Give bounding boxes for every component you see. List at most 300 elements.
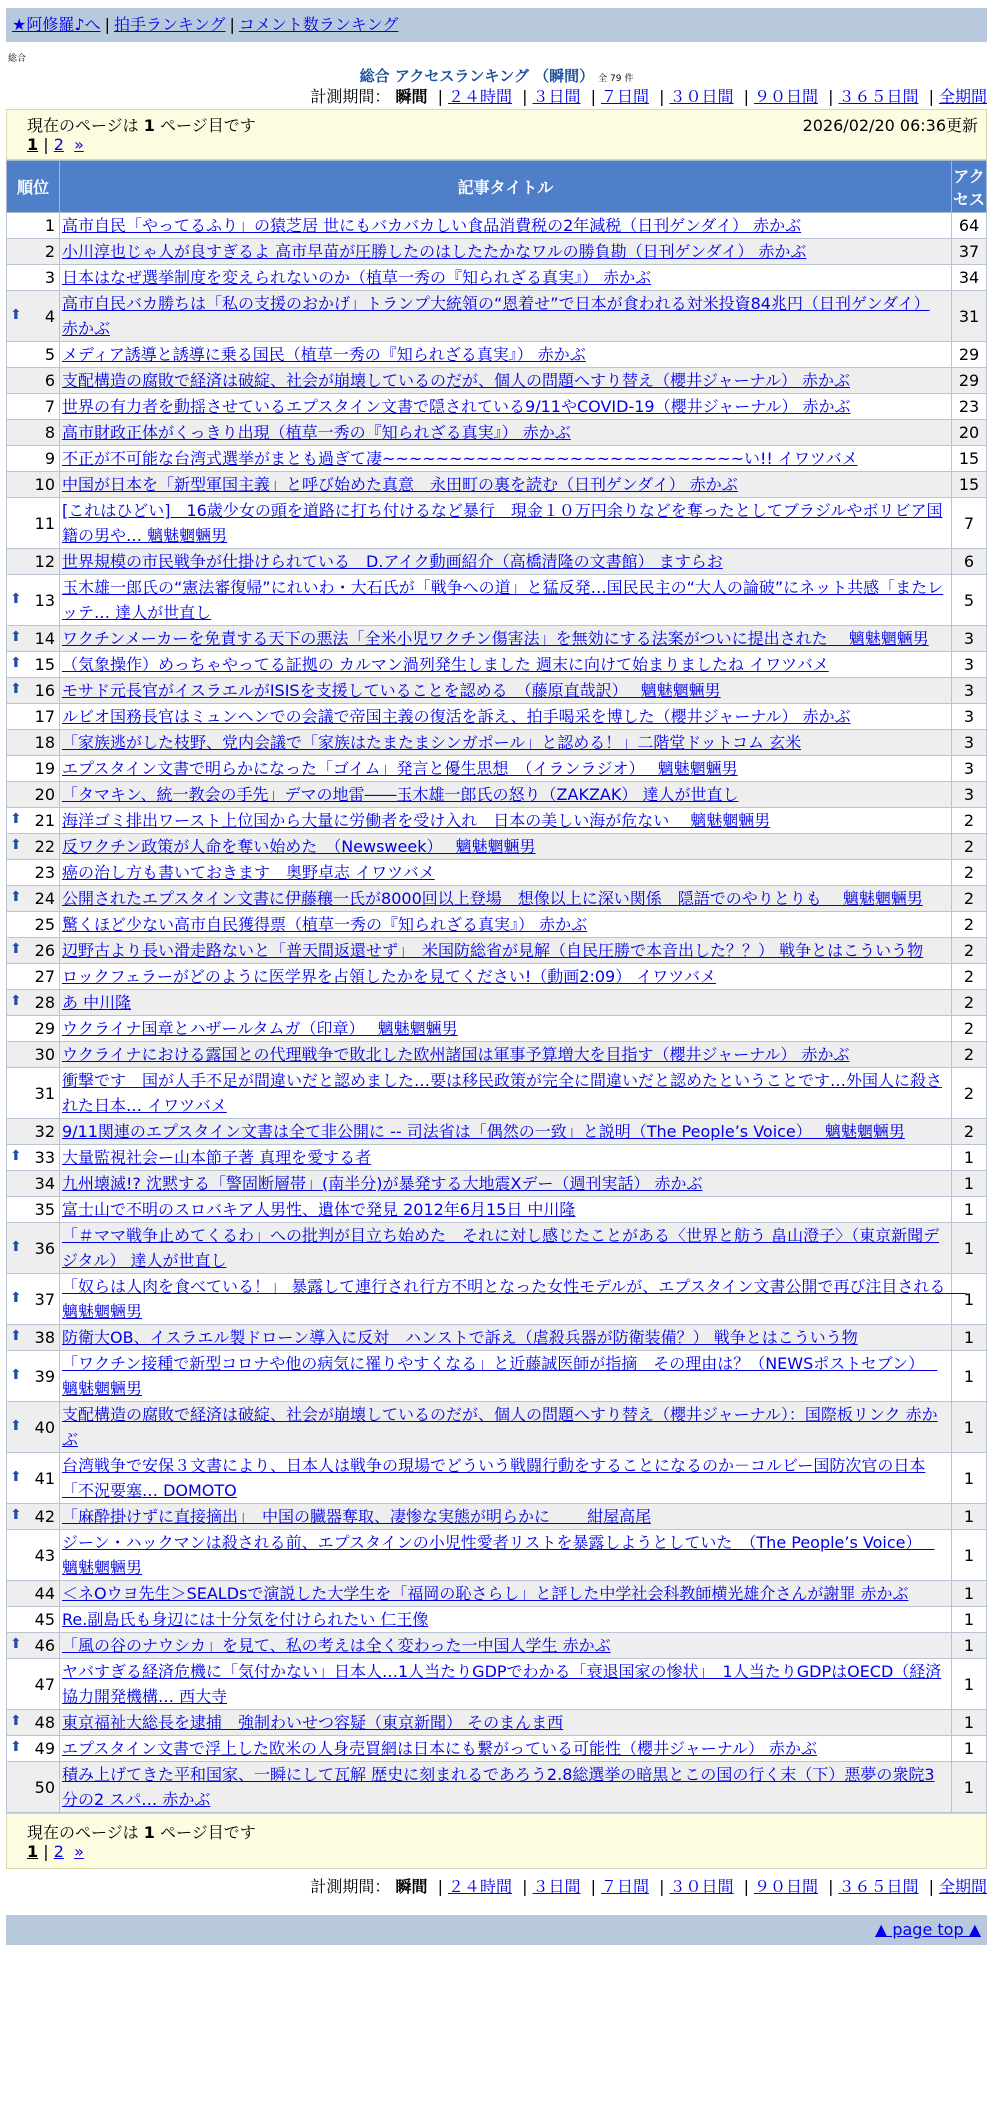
top-nav-bar: [6, 8, 987, 42]
rank-number: 33: [34, 1148, 55, 1167]
article-link[interactable]: ロックフェラーがどのように医学界を占領したかを見てください!（動画2:09） イワツバメ: [62, 967, 716, 986]
ranking-row: [7, 756, 987, 782]
article-link[interactable]: 玉木雄一郎氏の“憲法審復帰”にれいわ・大石氏が「戦争への道」と猛反発…国民民主の“大人の論破”にネット共感「またレッテ… 達人が世直し: [62, 578, 944, 622]
page-status-suffix: ページ目です: [160, 116, 256, 135]
up-arrow-icon: ⬆: [10, 811, 22, 827]
ranking-row: [7, 1504, 987, 1530]
access-count: 37: [952, 239, 987, 265]
title-cell: [60, 834, 952, 860]
access-count: 2: [952, 1068, 987, 1119]
access-count: 2: [952, 938, 987, 964]
article-link[interactable]: 驚くほど少ない高市自民獲得票（植草一秀の『知られざる真実』） 赤かぶ: [62, 915, 588, 934]
access-count: 2: [952, 990, 987, 1016]
title-cell: [60, 1453, 952, 1504]
rank-number: 16: [34, 681, 55, 700]
ranking-row: [7, 834, 987, 860]
title-cell: [60, 1197, 952, 1223]
title-cell: [60, 756, 952, 782]
rank-number: 8: [44, 423, 55, 442]
pager-separator: |: [43, 1842, 49, 1861]
ranking-row: [7, 1274, 987, 1325]
rank-number: 40: [34, 1417, 55, 1437]
ranking-row: [7, 446, 987, 472]
period-selector-top: [6, 85, 987, 109]
page-top-link[interactable]: ▲ page top ▲: [874, 1920, 981, 1939]
up-arrow-icon: ⬆: [10, 1636, 22, 1652]
access-count: 1: [952, 1659, 987, 1710]
ranking-row: [7, 1402, 987, 1453]
nav-separator: |: [104, 15, 110, 34]
article-link[interactable]: 中国が日本を「新型軍国主義」と呼び始めた真意 永田町の裏を読む（日刊ゲンダイ） 赤かぶ: [62, 475, 738, 494]
rank-cell: [7, 1145, 60, 1171]
rank-cell: [7, 1016, 60, 1042]
article-link[interactable]: 小川淳也じゃ人が良すぎるよ 高市早苗が圧勝したのはしたたかなワルの勝負勘（日刊ゲンダイ） 赤かぶ: [62, 242, 807, 261]
title-cell: [60, 1119, 952, 1145]
rank-cell: [7, 1274, 60, 1325]
article-link[interactable]: 「ワクチン接種で新型コロナや他の病気に罹りやすくなる」と近藤誠医師が指摘 その理由は？（NEWSポストセブン） 魑魅魍魎男: [62, 1354, 938, 1398]
rank-number: 7: [44, 397, 55, 416]
rank-number: 3: [44, 268, 55, 287]
ranking-row: [7, 368, 987, 394]
ranking-table-body: [7, 213, 987, 1813]
ranking-row: [7, 1530, 987, 1581]
rank-number: 43: [34, 1545, 55, 1565]
rank-cell: [7, 730, 60, 756]
article-link[interactable]: 反ワクチン政策が人命を奪い始めた （Newsweek） 魑魅魍魎男: [62, 837, 536, 856]
ranking-row: [7, 860, 987, 886]
next-page-link[interactable]: »: [74, 1842, 84, 1861]
rank-number: 14: [34, 629, 55, 648]
period-separator: |: [659, 87, 665, 106]
up-arrow-icon: ⬆: [10, 1713, 22, 1729]
article-link[interactable]: 大量監視社会ー山本節子著 真理を愛する者: [62, 1148, 372, 1167]
access-count: 3: [952, 756, 987, 782]
access-count: 3: [952, 704, 987, 730]
rank-number: 34: [34, 1174, 55, 1193]
title-cell: [60, 990, 952, 1016]
title-cell: [60, 1402, 952, 1453]
rank-cell: [7, 394, 60, 420]
access-count: 1: [952, 1607, 987, 1633]
title-cell: [60, 782, 952, 808]
ranking-row: [7, 990, 987, 1016]
up-arrow-icon: ⬆: [10, 629, 22, 645]
article-link[interactable]: 「奴らは人肉を食べている！」 暴露して連行され行方不明となった女性モデルが、エプスタイン文書公開で再び注目される 魑魅魍魎男: [62, 1277, 967, 1321]
rank-cell: [7, 626, 60, 652]
title-cell: [60, 1504, 952, 1530]
total-count: 全 79 件: [598, 74, 634, 84]
title-cell: [60, 368, 952, 394]
rank-cell: [7, 1659, 60, 1710]
rank-number: 5: [44, 345, 55, 364]
ranking-row: [7, 472, 987, 498]
article-link[interactable]: 高市財政正体がくっきり出現（植草一秀の『知られざる真実』） 赤かぶ: [62, 423, 571, 442]
title-cell: [60, 704, 952, 730]
period-24h-link[interactable]: ２４時間: [447, 1877, 512, 1896]
ranking-row: [7, 1119, 987, 1145]
article-link[interactable]: [これはひどい] 16歳少女の頭を道路に打ち付けるなど暴行 現金１０万円余りなどを奪ったとしてブラジルやボリビア国籍の男や… 魑魅魍魎男: [62, 501, 943, 545]
access-count: 3: [952, 626, 987, 652]
access-count: 2: [952, 886, 987, 912]
title-cell: [60, 808, 952, 834]
rank-cell: [7, 938, 60, 964]
ranking-row: [7, 394, 987, 420]
home-link[interactable]: ★阿修羅♪へ: [12, 15, 101, 34]
ranking-row: [7, 213, 987, 239]
article-link[interactable]: 公開されたエプスタイン文書に伊藤穰一氏が8000回以上登場 想像以上に深い関係 隠語でのやりとりも 魑魅魍魎男: [62, 889, 923, 908]
ranking-row: [7, 575, 987, 626]
title-cell: [60, 1016, 952, 1042]
title-cell: [60, 964, 952, 990]
rank-cell: [7, 213, 60, 239]
rank-cell: [7, 1736, 60, 1762]
title-cell: [60, 213, 952, 239]
access-count: 29: [952, 368, 987, 394]
ranking-row: [7, 626, 987, 652]
title-cell: [60, 1068, 952, 1119]
title-cell: [60, 239, 952, 265]
title-column-header: 記事タイトル: [60, 161, 952, 213]
page-status-prefix: 現在のページは: [27, 1823, 139, 1842]
article-link[interactable]: エプスタイン文書で浮上した欧米の人身売買網は日本にも繋がっている可能性（櫻井ジャーナル） 赤かぶ: [62, 1739, 818, 1758]
title-cell: [60, 1762, 952, 1813]
access-count: 1: [952, 1762, 987, 1813]
article-link[interactable]: 九州壊滅!? 沈黙する「警固断層帯」(南半分)が暴発する大地震Xデー（週刊実話） 赤かぶ: [62, 1174, 703, 1193]
title-cell: [60, 549, 952, 575]
article-link[interactable]: 東京福祉大総長を逮捕 強制わいせつ容疑（東京新聞） そのまんま西: [62, 1713, 564, 1732]
page-status-number: 1: [143, 1823, 155, 1842]
ranking-row: [7, 938, 987, 964]
article-link[interactable]: メディア誘導と誘導に乗る国民（植草一秀の『知られざる真実』） 赤かぶ: [62, 345, 586, 364]
ranking-row: [7, 1659, 987, 1710]
title-cell: [60, 1736, 952, 1762]
rank-cell: [7, 782, 60, 808]
article-link[interactable]: 世界規模の市民戦争が仕掛けられている D.アイク動画紹介（高橋清隆の文書館） ますらお: [62, 552, 723, 571]
period-3d-link[interactable]: ３日間: [532, 87, 581, 106]
rank-cell: [7, 1710, 60, 1736]
article-link[interactable]: ルビオ国務長官はミュンヘンでの会議で帝国主義の復活を訴え、拍手喝采を博した（櫻井ジャーナル） 赤かぶ: [62, 707, 851, 726]
rank-cell: [7, 1402, 60, 1453]
article-link[interactable]: 9/11関連のエプスタイン文書は全て非公開に -- 司法省は「偶然の一致」と説明（The People’s Voice） 魑魅魍魎男: [62, 1122, 905, 1141]
ranking-row: [7, 239, 987, 265]
rank-number: 28: [34, 993, 55, 1012]
ranking-row: [7, 912, 987, 938]
access-count: 2: [952, 860, 987, 886]
rank-number: 39: [34, 1366, 55, 1386]
rank-number: 45: [34, 1610, 55, 1629]
article-link[interactable]: 積み上げてきた平和国家、一瞬にして瓦解 歴史に刻まれるであろう2.8総選挙の暗黒とこの国の行く末（下）悪夢の衆院3分の2 スパ… 赤かぶ: [62, 1765, 935, 1809]
article-link[interactable]: 「家族逃がした枝野、党内会議で「家族はたまたまシンガポール」と認める！」二階堂ドットコム 玄米: [62, 733, 802, 752]
up-arrow-icon: ⬆: [10, 1417, 22, 1434]
access-count: 2: [952, 1016, 987, 1042]
period-current: 瞬間: [395, 87, 428, 106]
article-link[interactable]: 海洋ゴミ排出ワースト上位国から大量に労働者を受け入れ 日本の美しい海が危ない 魑魅魍魎男: [62, 811, 771, 830]
access-count: 1: [952, 1581, 987, 1607]
title-cell: [60, 1659, 952, 1710]
article-link[interactable]: 防衛大OB、イスラエル製ドローン導入に反対 ハンストで訴え（虐殺兵器が防衛装備？） 戦争とはこういう物: [62, 1328, 858, 1347]
period-separator: |: [590, 87, 596, 106]
ranking-row: [7, 782, 987, 808]
title-cell: [60, 498, 952, 549]
page-status-suffix: ページ目です: [160, 1823, 256, 1842]
rank-cell: [7, 239, 60, 265]
rank-cell: [7, 990, 60, 1016]
rank-cell: [7, 291, 60, 342]
ranking-row: [7, 652, 987, 678]
period-label: 計測期間：: [310, 87, 391, 106]
period-90d-link[interactable]: ９０日間: [753, 1877, 818, 1896]
article-link[interactable]: 辺野古より長い滑走路ないと「普天間返還せず」 米国防総省が見解（自民圧勝で本音出した？？） 戦争とはこういう物: [62, 941, 924, 960]
up-arrow-icon: ⬆: [10, 1238, 22, 1255]
title-cell: [60, 1351, 952, 1402]
period-3d-link[interactable]: ３日間: [532, 1877, 581, 1896]
period-all-link[interactable]: 全期間: [938, 1877, 987, 1896]
rank-cell: [7, 1607, 60, 1633]
rank-cell: [7, 1223, 60, 1274]
period-7d-link[interactable]: ７日間: [600, 1877, 649, 1896]
access-count: 2: [952, 964, 987, 990]
title-cell: [60, 1633, 952, 1659]
title-cell: [60, 265, 952, 291]
rank-cell: [7, 472, 60, 498]
article-link[interactable]: 「風の谷のナウシカ」を見て、私の考えは全く変わった一中国人学生 赤かぶ: [62, 1636, 611, 1655]
title-cell: [60, 886, 952, 912]
rank-number: 46: [34, 1636, 55, 1655]
rank-number: 22: [34, 837, 55, 856]
article-link[interactable]: ＜ネOウヨ先生＞SEALDsで演説した大学生を「福岡の恥さらし」と評した中学社会科教師横光雄介さんが謝罪 赤かぶ: [62, 1584, 909, 1603]
article-link[interactable]: 支配構造の腐敗で経済は破綻、社会が崩壊しているのだが、個人の問題へすり替え（櫻井ジャーナル） 赤かぶ: [62, 371, 850, 390]
access-count: 15: [952, 472, 987, 498]
article-link[interactable]: モサド元長官がイスラエルがISISを支援していることを認める （藤原直哉訳） 魑魅魍魎男: [62, 681, 721, 700]
updated-timestamp: 2026/02/20 06:36更新: [802, 116, 978, 135]
period-current: 瞬間: [395, 1877, 428, 1896]
access-count: 1: [952, 1453, 987, 1504]
rank-number: 41: [34, 1468, 55, 1488]
title-cell: [60, 342, 952, 368]
rank-cell: [7, 1171, 60, 1197]
rank-cell: [7, 549, 60, 575]
article-link[interactable]: ジーン・ハックマンは殺される前、エプスタインの小児性愛者リストを暴露しようとしていた （The People’s Voice） 魑魅魍魎男: [62, 1533, 935, 1577]
access-count: 1: [952, 1274, 987, 1325]
rank-number: 26: [34, 941, 55, 960]
article-link[interactable]: 富士山で不明のスロバキア人男性、遺体で発見 2012年6月15日 中川隆: [62, 1200, 576, 1219]
rank-column-header: 順位: [7, 161, 60, 213]
rank-cell: [7, 446, 60, 472]
article-link[interactable]: 不正が不可能な台湾式選挙がまとも過ぎて凄~~~~~~~~~~~~~~~~~~~~~~~~~~~い!! イワツバメ: [62, 449, 858, 468]
article-link[interactable]: ウクライナにおける露国との代理戦争で敗北した欧州諸国は軍事予算増大を目指す（櫻井ジャーナル） 赤かぶ: [62, 1045, 850, 1064]
title-cell: [60, 291, 952, 342]
access-count: 1: [952, 1325, 987, 1351]
access-count: 31: [952, 291, 987, 342]
rank-cell: [7, 1581, 60, 1607]
access-count: 1: [952, 1171, 987, 1197]
title-cell: [60, 1171, 952, 1197]
ranking-row: [7, 1351, 987, 1402]
period-separator: |: [743, 87, 749, 106]
article-link[interactable]: ヤバすぎる経済危機に「気付かない」日本人…1人当たりGDPでわかる「衰退国家の惨状」 1人当たりGDPはOECD（経済協力開発機構… 西大寺: [62, 1662, 942, 1706]
period-90d-link[interactable]: ９０日間: [753, 87, 818, 106]
rank-number: 38: [34, 1328, 55, 1347]
title-cell: [60, 1530, 952, 1581]
up-arrow-icon: ⬆: [10, 889, 22, 905]
period-separator: |: [522, 87, 528, 106]
title-cell: [60, 472, 952, 498]
ranking-row: [7, 964, 987, 990]
ranking-row: [7, 808, 987, 834]
rank-cell: [7, 1530, 60, 1581]
pager-status-line: [27, 1820, 978, 1842]
rank-number: 44: [34, 1584, 55, 1603]
rank-number: 4: [44, 306, 55, 326]
current-page: 1: [27, 1842, 39, 1861]
period-30d-link[interactable]: ３０日間: [669, 87, 734, 106]
title-cell: [60, 1325, 952, 1351]
access-count: 1: [952, 1504, 987, 1530]
article-link[interactable]: 癌の治し方も書いておきます 奥野卓志 イワツバメ: [62, 863, 435, 882]
title-cell: [60, 912, 952, 938]
rank-number: 24: [34, 889, 55, 908]
rank-cell: [7, 860, 60, 886]
rank-cell: [7, 834, 60, 860]
ranking-row: [7, 1042, 987, 1068]
period-7d-link[interactable]: ７日間: [600, 87, 649, 106]
rank-cell: [7, 1325, 60, 1351]
article-link[interactable]: 高市自民バカ勝ちは「私の支援のおかげ」トランプ大統領の“恩着せ”で日本が食われる対米投資84兆円（日刊ゲンダイ） 赤かぶ: [62, 294, 930, 338]
access-count: 2: [952, 834, 987, 860]
rank-number: 37: [34, 1289, 55, 1309]
access-count: 15: [952, 446, 987, 472]
ranking-row: [7, 1223, 987, 1274]
rank-number: 1: [44, 216, 55, 235]
period-selector-bottom: [6, 1875, 987, 1899]
rank-cell: [7, 368, 60, 394]
article-link[interactable]: エプスタイン文書で明らかになった「ゴイム」発言と優生思想 （イランラジオ） 魑魅魍魎男: [62, 759, 738, 778]
rank-cell: [7, 1119, 60, 1145]
period-separator: |: [659, 1877, 665, 1896]
rank-number: 42: [34, 1507, 55, 1526]
up-arrow-icon: ⬆: [10, 1739, 22, 1755]
rank-number: 9: [44, 449, 55, 468]
up-arrow-icon: ⬆: [10, 1366, 22, 1383]
next-page-link[interactable]: »: [74, 135, 84, 154]
nav-separator: |: [229, 15, 235, 34]
rank-cell: [7, 265, 60, 291]
title-cell: [60, 575, 952, 626]
page-title: 総合 アクセスランキング （瞬間）: [359, 67, 595, 85]
ranking-row: [7, 265, 987, 291]
article-link[interactable]: 台湾戦争で安保３文書により、日本人は戦争の現場でどういう戦闘行動をすることになるのか－コルビー国防次官の日本「不況要塞… DOMOTO: [62, 1456, 926, 1500]
period-30d-link[interactable]: ３０日間: [669, 1877, 734, 1896]
page-status: [27, 116, 256, 135]
period-separator: |: [828, 87, 834, 106]
rank-cell: [7, 342, 60, 368]
title-cell: [60, 446, 952, 472]
rank-cell: [7, 420, 60, 446]
article-link[interactable]: あ 中川隆: [62, 993, 132, 1012]
access-count: 3: [952, 678, 987, 704]
access-count: 1: [952, 1223, 987, 1274]
period-365d-link[interactable]: ３６５日間: [838, 87, 919, 106]
comment-ranking-link[interactable]: コメント数ランキング: [238, 15, 399, 34]
period-separator: |: [828, 1877, 834, 1896]
article-link[interactable]: Re.副島氏も身辺には十分気を付けられたい 仁王像: [62, 1610, 429, 1629]
ranking-row: [7, 1453, 987, 1504]
rank-cell: [7, 1633, 60, 1659]
pager-separator: |: [43, 135, 49, 154]
title-cell: [60, 1145, 952, 1171]
access-count: 2: [952, 808, 987, 834]
title-cell: [60, 938, 952, 964]
period-24h-link[interactable]: ２４時間: [447, 87, 512, 106]
title-cell: [60, 1710, 952, 1736]
access-count: 29: [952, 342, 987, 368]
title-cell: [60, 394, 952, 420]
article-link[interactable]: 衝撃です 国が人手不足が間違いだと認めました…要は移民政策が完全に間違いだと認めたということです…外国人に殺された日本… イワツバメ: [62, 1071, 943, 1115]
rank-cell: [7, 808, 60, 834]
article-link[interactable]: 「タマキン、統一教会の手先」デマの地雷――玉木雄一郎氏の怒り（ZAKZAK） 達人が世直し: [62, 785, 739, 804]
period-all-link[interactable]: 全期間: [938, 87, 987, 106]
article-link[interactable]: （気象操作）めっちゃやってる証拠の カルマン渦列発生しました 週末に向けて始まりましたね イワツバメ: [62, 655, 829, 674]
title-cell: [60, 1274, 967, 1325]
title-cell: [60, 1607, 952, 1633]
ranking-row: [7, 1145, 987, 1171]
page-2-link[interactable]: 2: [53, 1842, 64, 1861]
page-2-link[interactable]: 2: [53, 135, 64, 154]
ranking-row: [7, 498, 987, 549]
rank-cell: [7, 1762, 60, 1813]
title-cell: [60, 1223, 952, 1274]
access-count: 7: [952, 498, 987, 549]
access-count: 23: [952, 394, 987, 420]
title-cell: [60, 730, 952, 756]
rank-cell: [7, 886, 60, 912]
article-link[interactable]: 高市自民「やってるふり」の猿芝居 世にもバカバカしい食品消費税の2年減税（日刊ゲンダイ） 赤かぶ: [62, 216, 802, 235]
rank-number: 19: [34, 759, 55, 778]
rank-number: 36: [34, 1238, 55, 1258]
article-link[interactable]: 「麻酔掛けずに直接摘出」 中国の臓器奪取、凄惨な実態が明らかに 紺屋高尾: [62, 1507, 652, 1526]
article-link[interactable]: 日本はなぜ選挙制度を変えられないのか（植草一秀の『知られざる真実』） 赤かぶ: [62, 268, 652, 287]
ranking-row: [7, 1325, 987, 1351]
rank-cell: [7, 1453, 60, 1504]
clap-ranking-link[interactable]: 拍手ランキング: [113, 15, 226, 34]
up-arrow-icon: ⬆: [10, 1507, 22, 1523]
title-cell: [60, 652, 952, 678]
ranking-row: [7, 342, 987, 368]
footer-bar: [6, 1915, 987, 1945]
ranking-row: [7, 291, 987, 342]
ranking-row: [7, 678, 987, 704]
article-link[interactable]: ワクチンメーカーを免責する天下の悪法「全米小児ワクチン傷害法」を無効にする法案がついに提出された 魑魅魍魎男: [62, 629, 929, 648]
rank-cell: [7, 652, 60, 678]
period-365d-link[interactable]: ３６５日間: [838, 1877, 919, 1896]
ranking-row: [7, 1762, 987, 1813]
article-link[interactable]: 世界の有力者を動揺させているエプスタイン文書で隠されている9/11やCOVID-19（櫻井ジャーナル） 赤かぶ: [62, 397, 851, 416]
ranking-row: [7, 1016, 987, 1042]
access-count: 20: [952, 420, 987, 446]
up-arrow-icon: ⬆: [10, 655, 22, 671]
article-link[interactable]: 支配構造の腐敗で経済は破綻、社会が崩壊しているのだが、個人の問題へすり替え（櫻井ジャーナル）：国際板リンク 赤かぶ: [62, 1405, 938, 1449]
title-cell: [60, 860, 952, 886]
article-link[interactable]: 「＃ママ戦争止めてくるわ」への批判が目立ち始めた それに対し感じたことがある〈世界と舫う 畠山澄子〉（東京新聞デジタル） 達人が世直し: [62, 1226, 940, 1270]
article-link[interactable]: ウクライナ国章とハザールタムガ（印章） 魑魅魍魎男: [62, 1019, 458, 1038]
period-label: 計測期間：: [310, 1877, 391, 1896]
pager-top: [6, 109, 987, 160]
rank-cell: [7, 1042, 60, 1068]
ranking-row: [7, 1197, 987, 1223]
rank-number: 29: [34, 1019, 55, 1038]
rank-cell: [7, 912, 60, 938]
period-separator: |: [928, 1877, 934, 1896]
